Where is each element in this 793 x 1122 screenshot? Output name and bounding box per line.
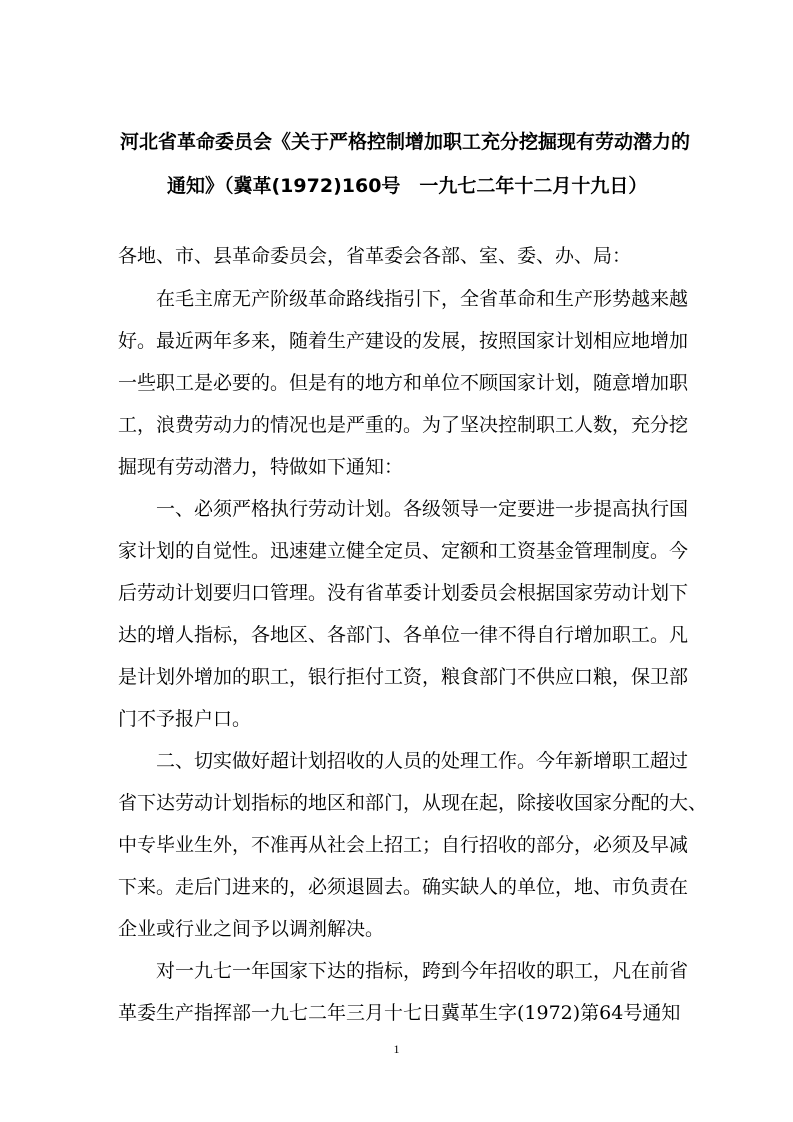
body-line: 一、必须严格执行劳动计划。各级领导一定要进一步提高执行国: [118, 498, 689, 520]
document-title-line-2: 通知》（冀革(1972)160号 一九七二年十二月十九日）: [167, 175, 648, 197]
body-line: 二、切实做好超计划招收的人员的处理工作。今年新增职工超过: [118, 750, 689, 772]
body-line: 家计划的自觉性。迅速建立健全定员、定额和工资基金管理制度。今: [118, 540, 689, 562]
body-line: 好。最近两年多来，随着生产建设的发展，按照国家计划相应地增加: [118, 330, 689, 352]
body-line: 革委生产指挥部一九七二年三月十七日冀革生字(1972)第64号通知: [118, 1002, 681, 1024]
body-line: 企业或行业之间予以调剂解决。: [118, 918, 385, 940]
body-line: 一些职工是必要的。但是有的地方和单位不顾国家计划，随意增加职: [118, 372, 689, 394]
body-line: 对一九七一年国家下达的指标，跨到今年招收的职工，凡在前省: [118, 960, 689, 982]
page-number: 1: [393, 1042, 400, 1056]
body-line: 省下达劳动计划指标的地区和部门，从现在起，除接收国家分配的大、: [118, 792, 708, 814]
body-line: 后劳动计划要归口管理。没有省革委计划委员会根据国家劳动计划下: [118, 582, 689, 604]
body-line: 下来。走后门进来的，必须退圆去。确实缺人的单位，地、市负责在: [118, 876, 689, 898]
salutation: 各地、市、县革命委员会，省革委会各部、室、委、办、局：: [118, 245, 632, 267]
body-line: 在毛主席无产阶级革命路线指引下，全省革命和生产形势越来越: [118, 288, 689, 310]
document-title-line-1: 河北省革命委员会《关于严格控制增加职工充分挖掘现有劳动潜力的: [120, 131, 691, 153]
body-line: 门不予报户口。: [118, 708, 252, 730]
body-line: 达的增人指标，各地区、各部门、各单位一律不得自行增加职工。凡: [118, 624, 689, 646]
body-line: 中专毕业生外，不准再从社会上招工；自行招收的部分，必须及早减: [118, 834, 689, 856]
body-line: 掘现有劳动潜力，特做如下通知：: [118, 456, 404, 478]
body-line: 是计划外增加的职工，银行拒付工资，粮食部门不供应口粮，保卫部: [118, 666, 689, 688]
body-line: 工，浪费劳动力的情况也是严重的。为了坚决控制职工人数，充分挖: [118, 414, 689, 436]
